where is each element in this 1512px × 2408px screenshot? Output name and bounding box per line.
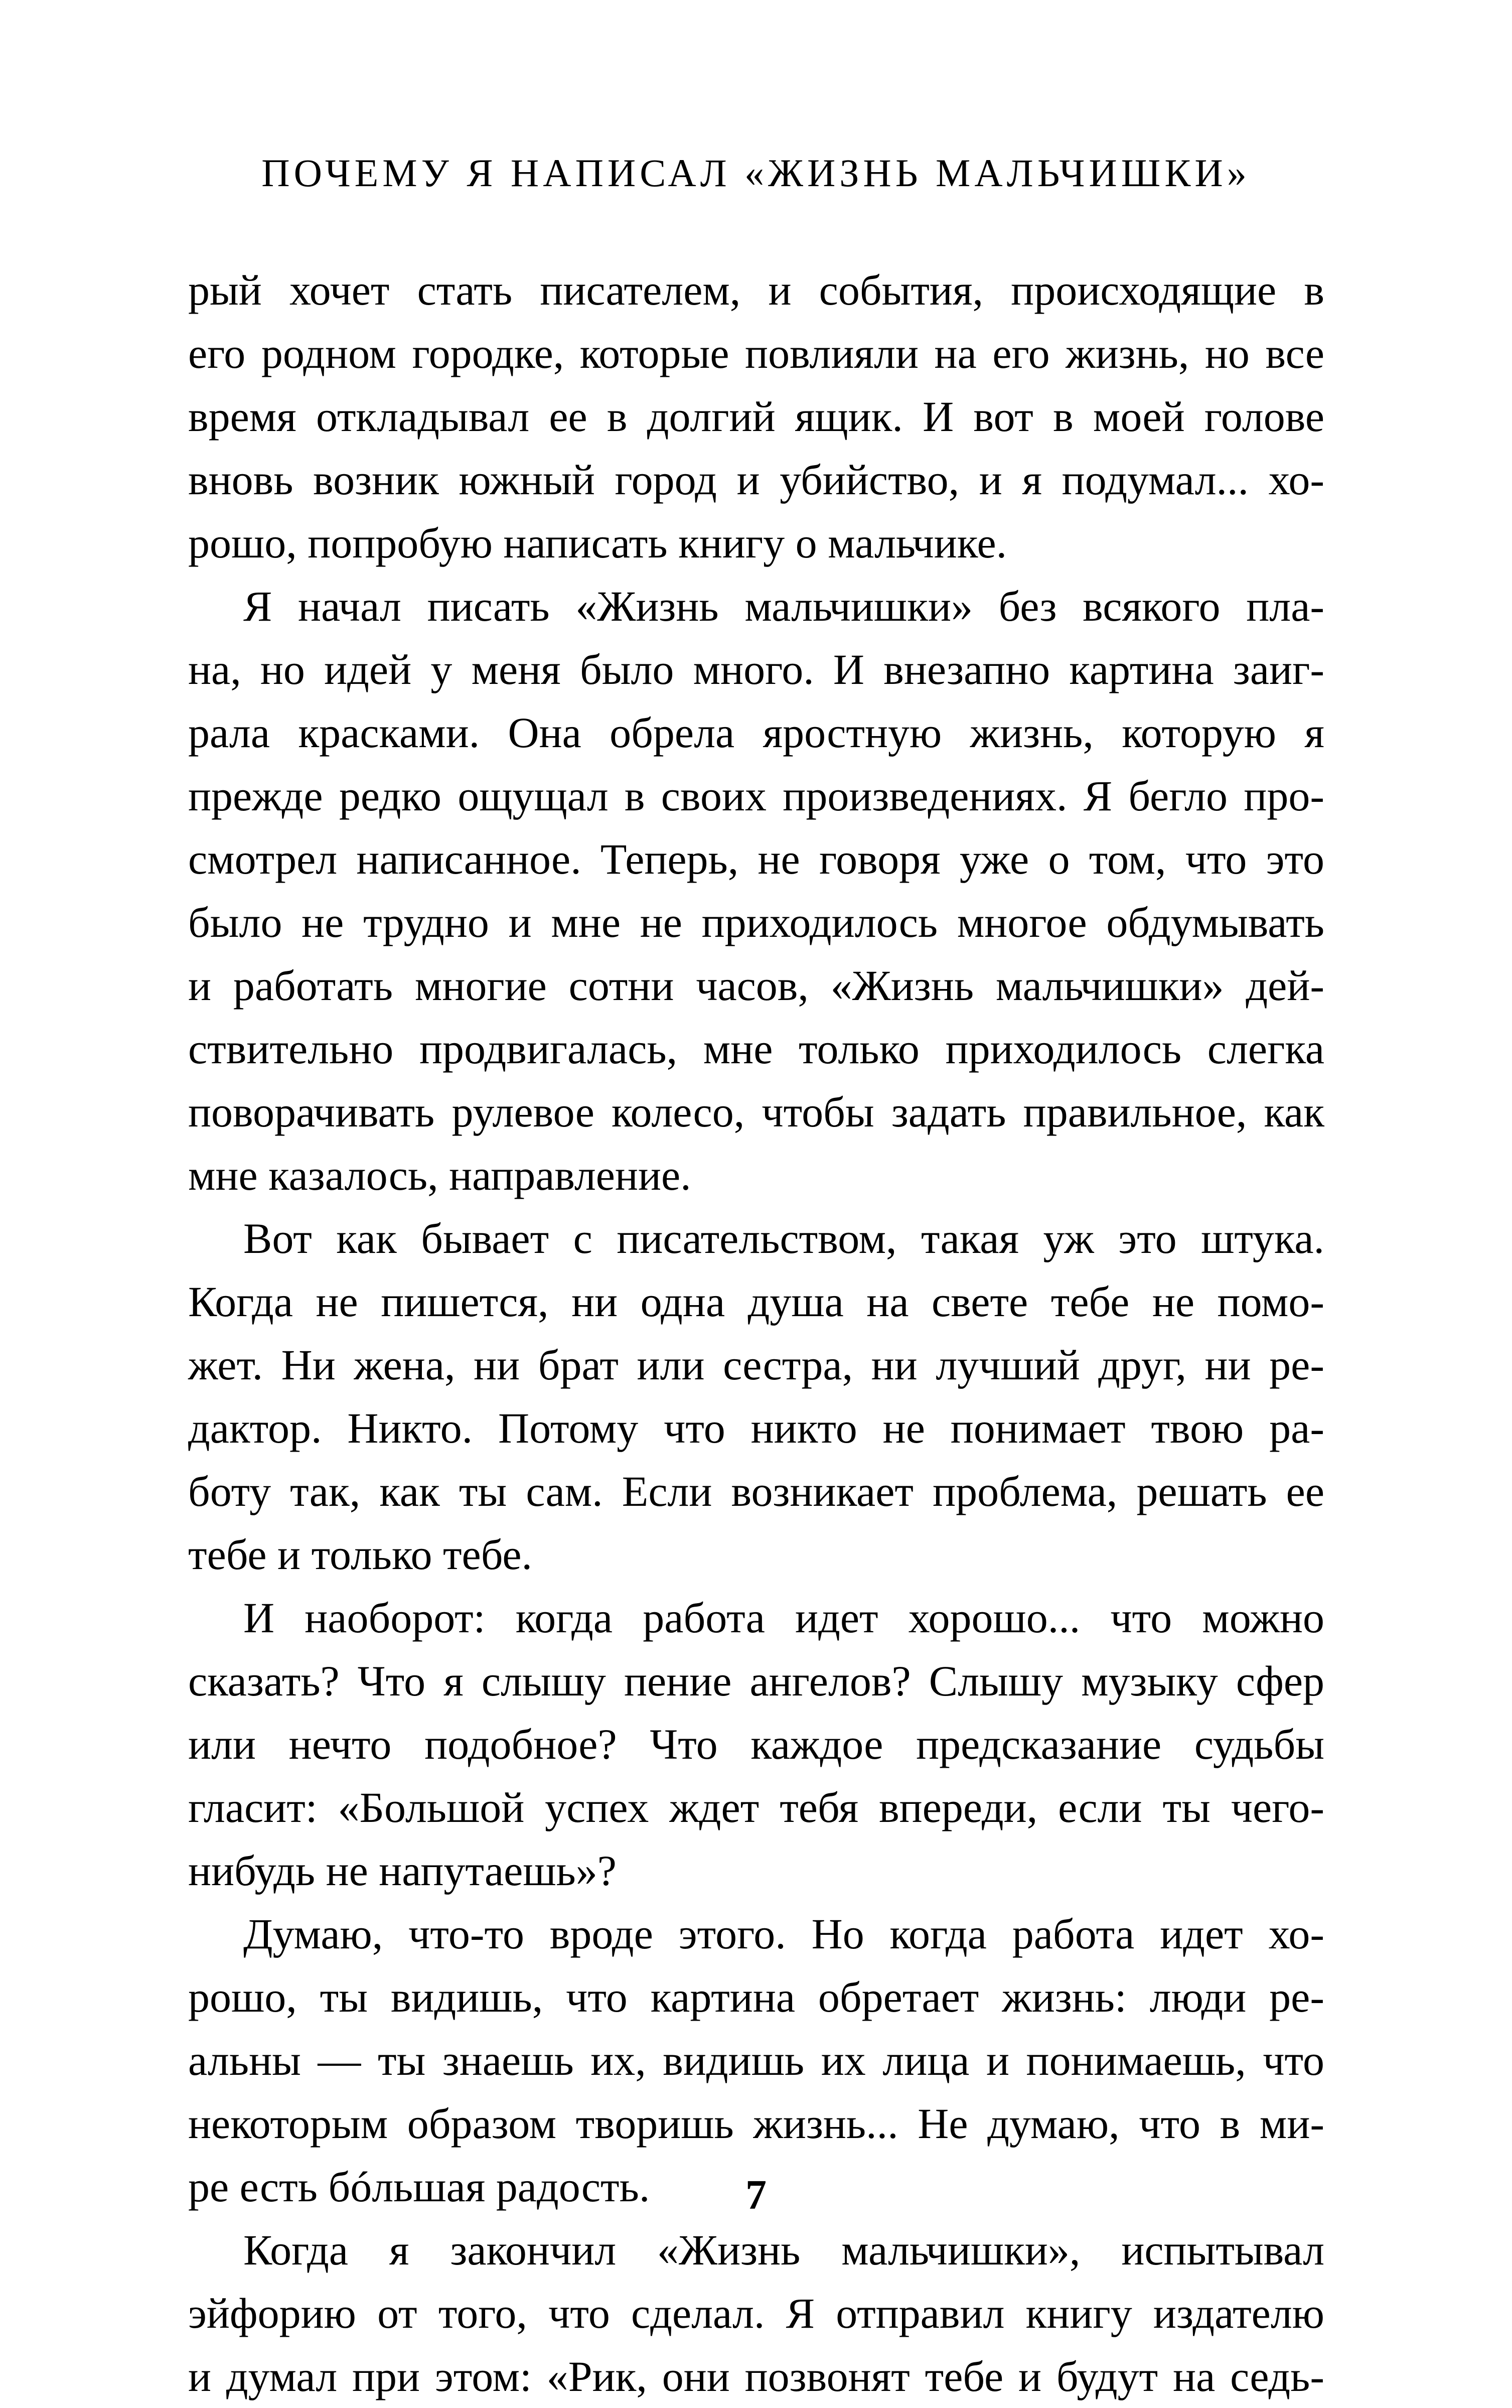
- text-line: смотрел написанное. Теперь, не говоря уже о том, что это: [188, 835, 1324, 883]
- text-line: рала красками. Она обрела яростную жизнь, которую я: [188, 709, 1324, 757]
- text-line: сказать? Что я слышу пение ангелов? Слышу музыку сфер: [188, 1657, 1324, 1705]
- text-line: было не трудно и мне не приходилось многое обдумывать: [188, 898, 1324, 946]
- text-line: альны — ты знаешь их, видишь их лица и понимаешь, что: [188, 2036, 1324, 2084]
- text-line: боту так, как ты сам. Если возникает проблема, решать ее: [188, 1467, 1324, 1515]
- text-line: дактор. Никто. Потому что никто не понимает твою ра-: [188, 1404, 1324, 1452]
- text-line: и работать многие сотни часов, «Жизнь мальчишки» дей-: [188, 961, 1324, 1010]
- text-line: Когда не пишется, ни одна душа на свете тебе не помо-: [188, 1278, 1324, 1326]
- body-text: [188, 258, 1324, 2408]
- text-line: Когда я закончил «Жизнь мальчишки», испытывал: [243, 2226, 1324, 2274]
- text-line: прежде редко ощущал в своих произведениях. Я бегло про-: [188, 772, 1324, 820]
- text-line: гласит: «Большой успех ждет тебя впереди, если ты чего-: [188, 1783, 1324, 1831]
- text-line: и думал при этом: «Рик, они позвонят тебе и будут на седь-: [188, 2352, 1324, 2400]
- text-line: Думаю, что-то вроде этого. Но когда работа идет хо-: [243, 1910, 1324, 1958]
- text-line: на, но идей у меня было много. И внезапно картина заиг-: [188, 645, 1324, 693]
- text-line: нибудь не напутаешь»?: [188, 1847, 617, 1895]
- page-number: 7: [745, 2172, 767, 2218]
- text-line: мне казалось, направление.: [188, 1151, 691, 1199]
- text-line: Вот как бывает с писательством, такая уж это штука.: [243, 1214, 1324, 1262]
- text-line: ре есть бóльшая радость.: [188, 2163, 650, 2211]
- text-line: тебе и только тебе.: [188, 1530, 532, 1579]
- running-head: ПОЧЕМУ Я НАПИСАЛ «ЖИЗНЬ МАЛЬЧИШКИ»: [261, 151, 1251, 195]
- text-line: некоторым образом творишь жизнь... Не думаю, что в ми-: [188, 2099, 1324, 2148]
- text-line: или нечто подобное? Что каждое предсказание судьбы: [188, 1720, 1324, 1768]
- text-line: время откладывал ее в долгий ящик. И вот в моей голове: [188, 392, 1324, 441]
- text-line: рошо, попробую написать книгу о мальчике.: [188, 519, 1007, 567]
- text-line: рый хочет стать писателем, и события, происходящие в: [188, 266, 1324, 314]
- text-line: эйфорию от того, что сделал. Я отправил книгу издателю: [188, 2289, 1324, 2337]
- text-line: жет. Ни жена, ни брат или сестра, ни лучший друг, ни ре-: [188, 1341, 1324, 1389]
- text-line: поворачивать рулевое колесо, чтобы задать правильное, как: [188, 1088, 1324, 1136]
- text-line: Я начал писать «Жизнь мальчишки» без всякого пла-: [243, 582, 1324, 630]
- text-line: вновь возник южный город и убийство, и я подумал... хо-: [188, 456, 1324, 504]
- text-line: ствительно продвигалась, мне только приходилось слегка: [188, 1025, 1324, 1073]
- text-line: И наоборот: когда работа идет хорошо... что можно: [243, 1594, 1324, 1642]
- text-line: его родном городке, которые повлияли на его жизнь, но все: [188, 329, 1324, 377]
- text-line: рошо, ты видишь, что картина обретает жизнь: люди ре-: [188, 1973, 1324, 2021]
